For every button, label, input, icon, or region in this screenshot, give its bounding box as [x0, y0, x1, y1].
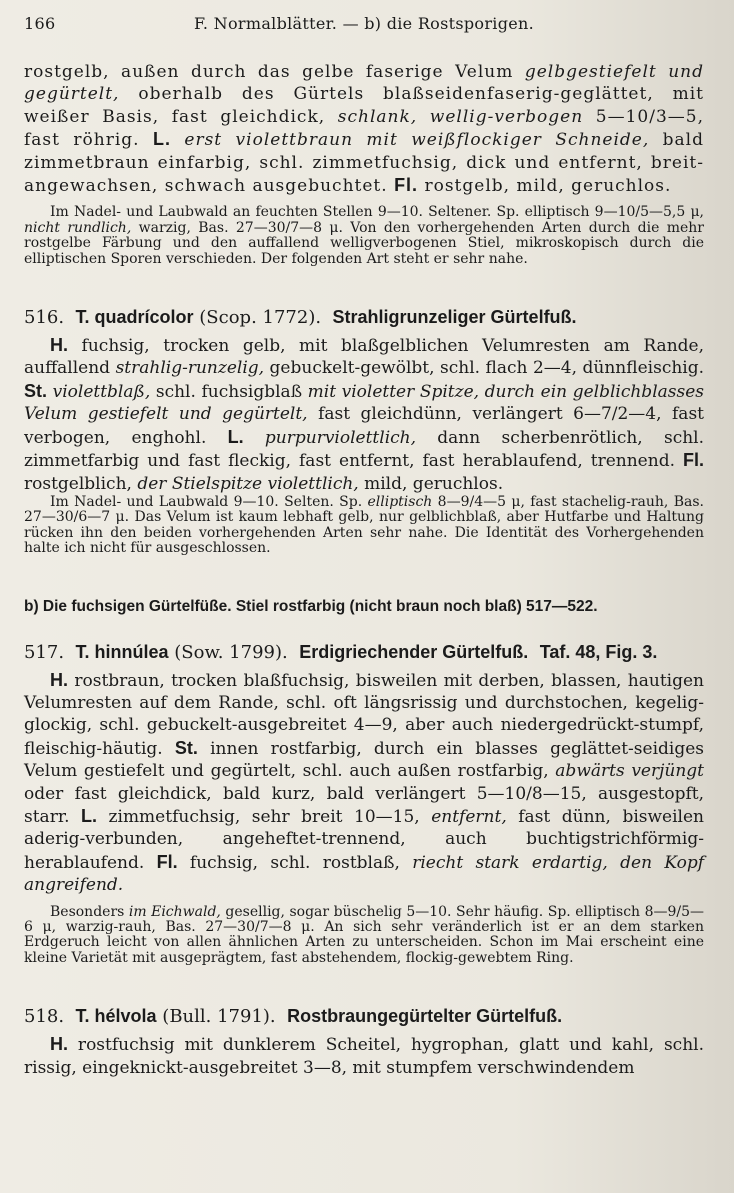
flesh-abbr: Fl. [156, 851, 178, 872]
text-run: 5—10/3—5, fast röhrig. [24, 106, 704, 151]
entry-517-title [24, 640, 704, 665]
italic-run: strahlig-runzelig, [115, 358, 265, 379]
text-run: fast gleichdünn, verlängert 6—7/2—4, fast verbogen, enghohl. [24, 404, 704, 448]
text-run: Im Nadel- und Laubwald 9—10. Selten. Sp. [50, 493, 368, 510]
entry-518-title [24, 1004, 704, 1029]
text-run: gesellig, sogar büschelig 5—10. Sehr häufig. Sp. elliptisch 8—9/5—6 μ, warzig-rauh, Bas. 27—30/7—8 μ. An sich sehr veränderlich ist er an dem starken Erdgeruch leicht von allen ähnlichen Arten zu unterscheiden. Schon im Mai erscheint eine kleine Varietät mit ausgeprägtem, fast abstehendem, flockig-gewebtem Ring. [24, 903, 705, 966]
entry-517-note [24, 905, 704, 967]
cap-abbr: H. [50, 669, 68, 690]
entry-number: 518. [24, 1006, 65, 1028]
species-author: (Sow. 1799). [174, 641, 288, 663]
italic-run: schlank, wellig-verbogen [337, 106, 584, 127]
species-name: T. quadrícolor [75, 307, 194, 328]
text-run: rostgelb, außen durch das gelbe faserige Velum [24, 62, 525, 82]
italic-run: gelbgestiefelt und gegürtelt, [24, 62, 704, 105]
italic-run: nicht rundlich, [24, 219, 132, 236]
flesh-abbr: Fl. [394, 175, 419, 196]
text-run: rostgelb, mild, geruchlos. [418, 176, 672, 197]
text-run: mild, geruchlos. [358, 473, 504, 494]
text-run: fuchsig, trocken gelb, mit blaßgelblichen Velumresten am Rande, auffallend [24, 336, 704, 379]
stem-abbr: St. [24, 380, 48, 401]
section-heading-text: b) Die fuchsigen Gürtelfüße. Stiel rostfarbig (nicht braun noch blaß) 517—522. [24, 597, 598, 615]
entry-518-description [24, 1033, 704, 1079]
plate-reference: Taf. 48, Fig. 3. [539, 641, 658, 662]
species-author: (Scop. 1772). [199, 307, 322, 329]
cap-abbr: H. [50, 335, 68, 356]
italic-run: elliptisch [367, 493, 433, 510]
entry-number: 516. [24, 307, 65, 329]
entry-516-title [24, 305, 704, 330]
common-name: Rostbraungegürtelter Gürtelfuß. [287, 1006, 563, 1027]
lamellae-abbr: L. [81, 805, 98, 826]
text-run: 8—9/4—5 μ, fast stachelig-rauh, Bas. 27—30/6—7 μ. Das Velum ist kaum lebhaft gelb, nur gelblichblaß, aber Hutfarbe und Haltung rücken ihn den beiden vorhergehenden Arten sehr nahe. Die Identität des Vorhergehenden halte ich nicht für ausgeschlossen. [24, 493, 704, 557]
italic-run: mit violetter Spitze, durch ein gelblichblasses Velum gestiefelt und gegürtelt, [24, 381, 704, 425]
text-run: rostfuchsig mit dunklerem Scheitel, hygrophan, glatt und kahl, schl. rissig, eingeknickt-ausgebreitet 3—8, mit stumpfem verschwindendem [24, 1035, 704, 1078]
stem-abbr: St. [174, 737, 198, 758]
text-run: oder fast gleichdick, bald kurz, bald verlängert 5—10/8—15, ausgestopft, starr. [24, 783, 704, 827]
entry-517-description [24, 669, 704, 897]
text-run: fuchsig, schl. rostblaß, [177, 852, 413, 873]
italic-run: purpurviolettlich, [264, 427, 417, 448]
text-run: schl. fuchsigblaß [150, 381, 308, 402]
text-run: oberhalb des Gürtels blaßseidenfaserig-geglättet, mit weißer Basis, fast gleichdick, [24, 84, 704, 127]
italic-run: im Eichwald, [128, 903, 221, 920]
common-name: Erdigriechender Gürtelfuß. [299, 641, 529, 662]
continued-entry-text [24, 61, 704, 197]
entry-516-note [24, 495, 704, 557]
text-run: Besonders [50, 903, 129, 920]
page-header [24, 14, 704, 33]
text-run: zimmetfuchsig, sehr breit 10—15, [97, 806, 432, 827]
text-run: warzig, Bas. 27—30/7—8 μ. Von den vorhergehenden Arten durch die mehr rostgelbe Färbung und den auffallend welligverbogenen Stiel, mikroskopisch durch die elliptischen Sporen verschieden. Der folgenden Art steht er sehr nahe. [24, 219, 704, 267]
italic-run: der Stielspitze violettlich, [137, 473, 359, 494]
text-run: rostgelblich, [24, 473, 138, 494]
section-heading [24, 595, 704, 618]
entry-516-description [24, 334, 704, 495]
text-run: fast dünn, bisweilen aderig-verbunden, angeheftet-trennend, auch buchtigstrichförmig-herablaufend. [24, 806, 704, 873]
species-name: T. hinnúlea [75, 641, 169, 662]
text-run: gebuckelt-gewölbt, schl. flach 2—4, dünnfleischig. [264, 358, 705, 379]
species-author: (Bull. 1791). [162, 1006, 276, 1028]
italic-run: erst violettbraun mit weißflockiger Schneide, [184, 130, 650, 151]
flesh-abbr: Fl. [683, 450, 704, 471]
italic-run: riecht stark erdartig, den Kopf angreifend. [24, 852, 704, 896]
italic-run: entfernt, [431, 806, 507, 827]
running-head: F. Normalblätter. — b) die Rostsporigen. [193, 14, 535, 33]
text-run: innen rostfarbig, durch ein blasses geglättet-seidiges Velum gestiefelt und gegürtelt, schl. auch außen rostfarbig, [24, 738, 704, 782]
text-run: dann scherbenrötlich, schl. zimmetfarbig und fast fleckig, fast entfernt, fast herablaufend, trennend. [24, 427, 704, 472]
lamellae-abbr: L. [152, 129, 171, 150]
species-name: T. hélvola [75, 1006, 157, 1027]
entry-number: 517. [24, 641, 65, 663]
italic-run: abwärts verjüngt [555, 761, 704, 782]
page-number: 166 [24, 14, 56, 33]
lamellae-abbr: L. [227, 426, 244, 447]
common-name: Strahligrunzeliger Gürtelfuß. [332, 307, 577, 328]
continued-entry-note [24, 205, 704, 267]
text-run: Im Nadel- und Laubwald an feuchten Stellen 9—10. Seltener. Sp. elliptisch 9—10/5—5,5 μ, [50, 204, 704, 221]
text-run: rostbraun, trocken blaßfuchsig, bisweilen mit derben, blassen, hautigen Velumresten auf dem Rande, schl. oft längsrissig und durchstochen, kegelig-glockig, schl. gebuckelt-ausgebreitet 4—9, aber auch niedergedrückt-stumpf, fleischig-häutig. [24, 670, 704, 759]
italic-run: violettblaß, [52, 381, 151, 402]
cap-abbr: H. [50, 1034, 68, 1055]
text-run: bald zimmetbraun einfarbig, schl. zimmetfuchsig, dick und entfernt, breit-angewachsen, schwach ausgebuchtet. [24, 130, 704, 197]
